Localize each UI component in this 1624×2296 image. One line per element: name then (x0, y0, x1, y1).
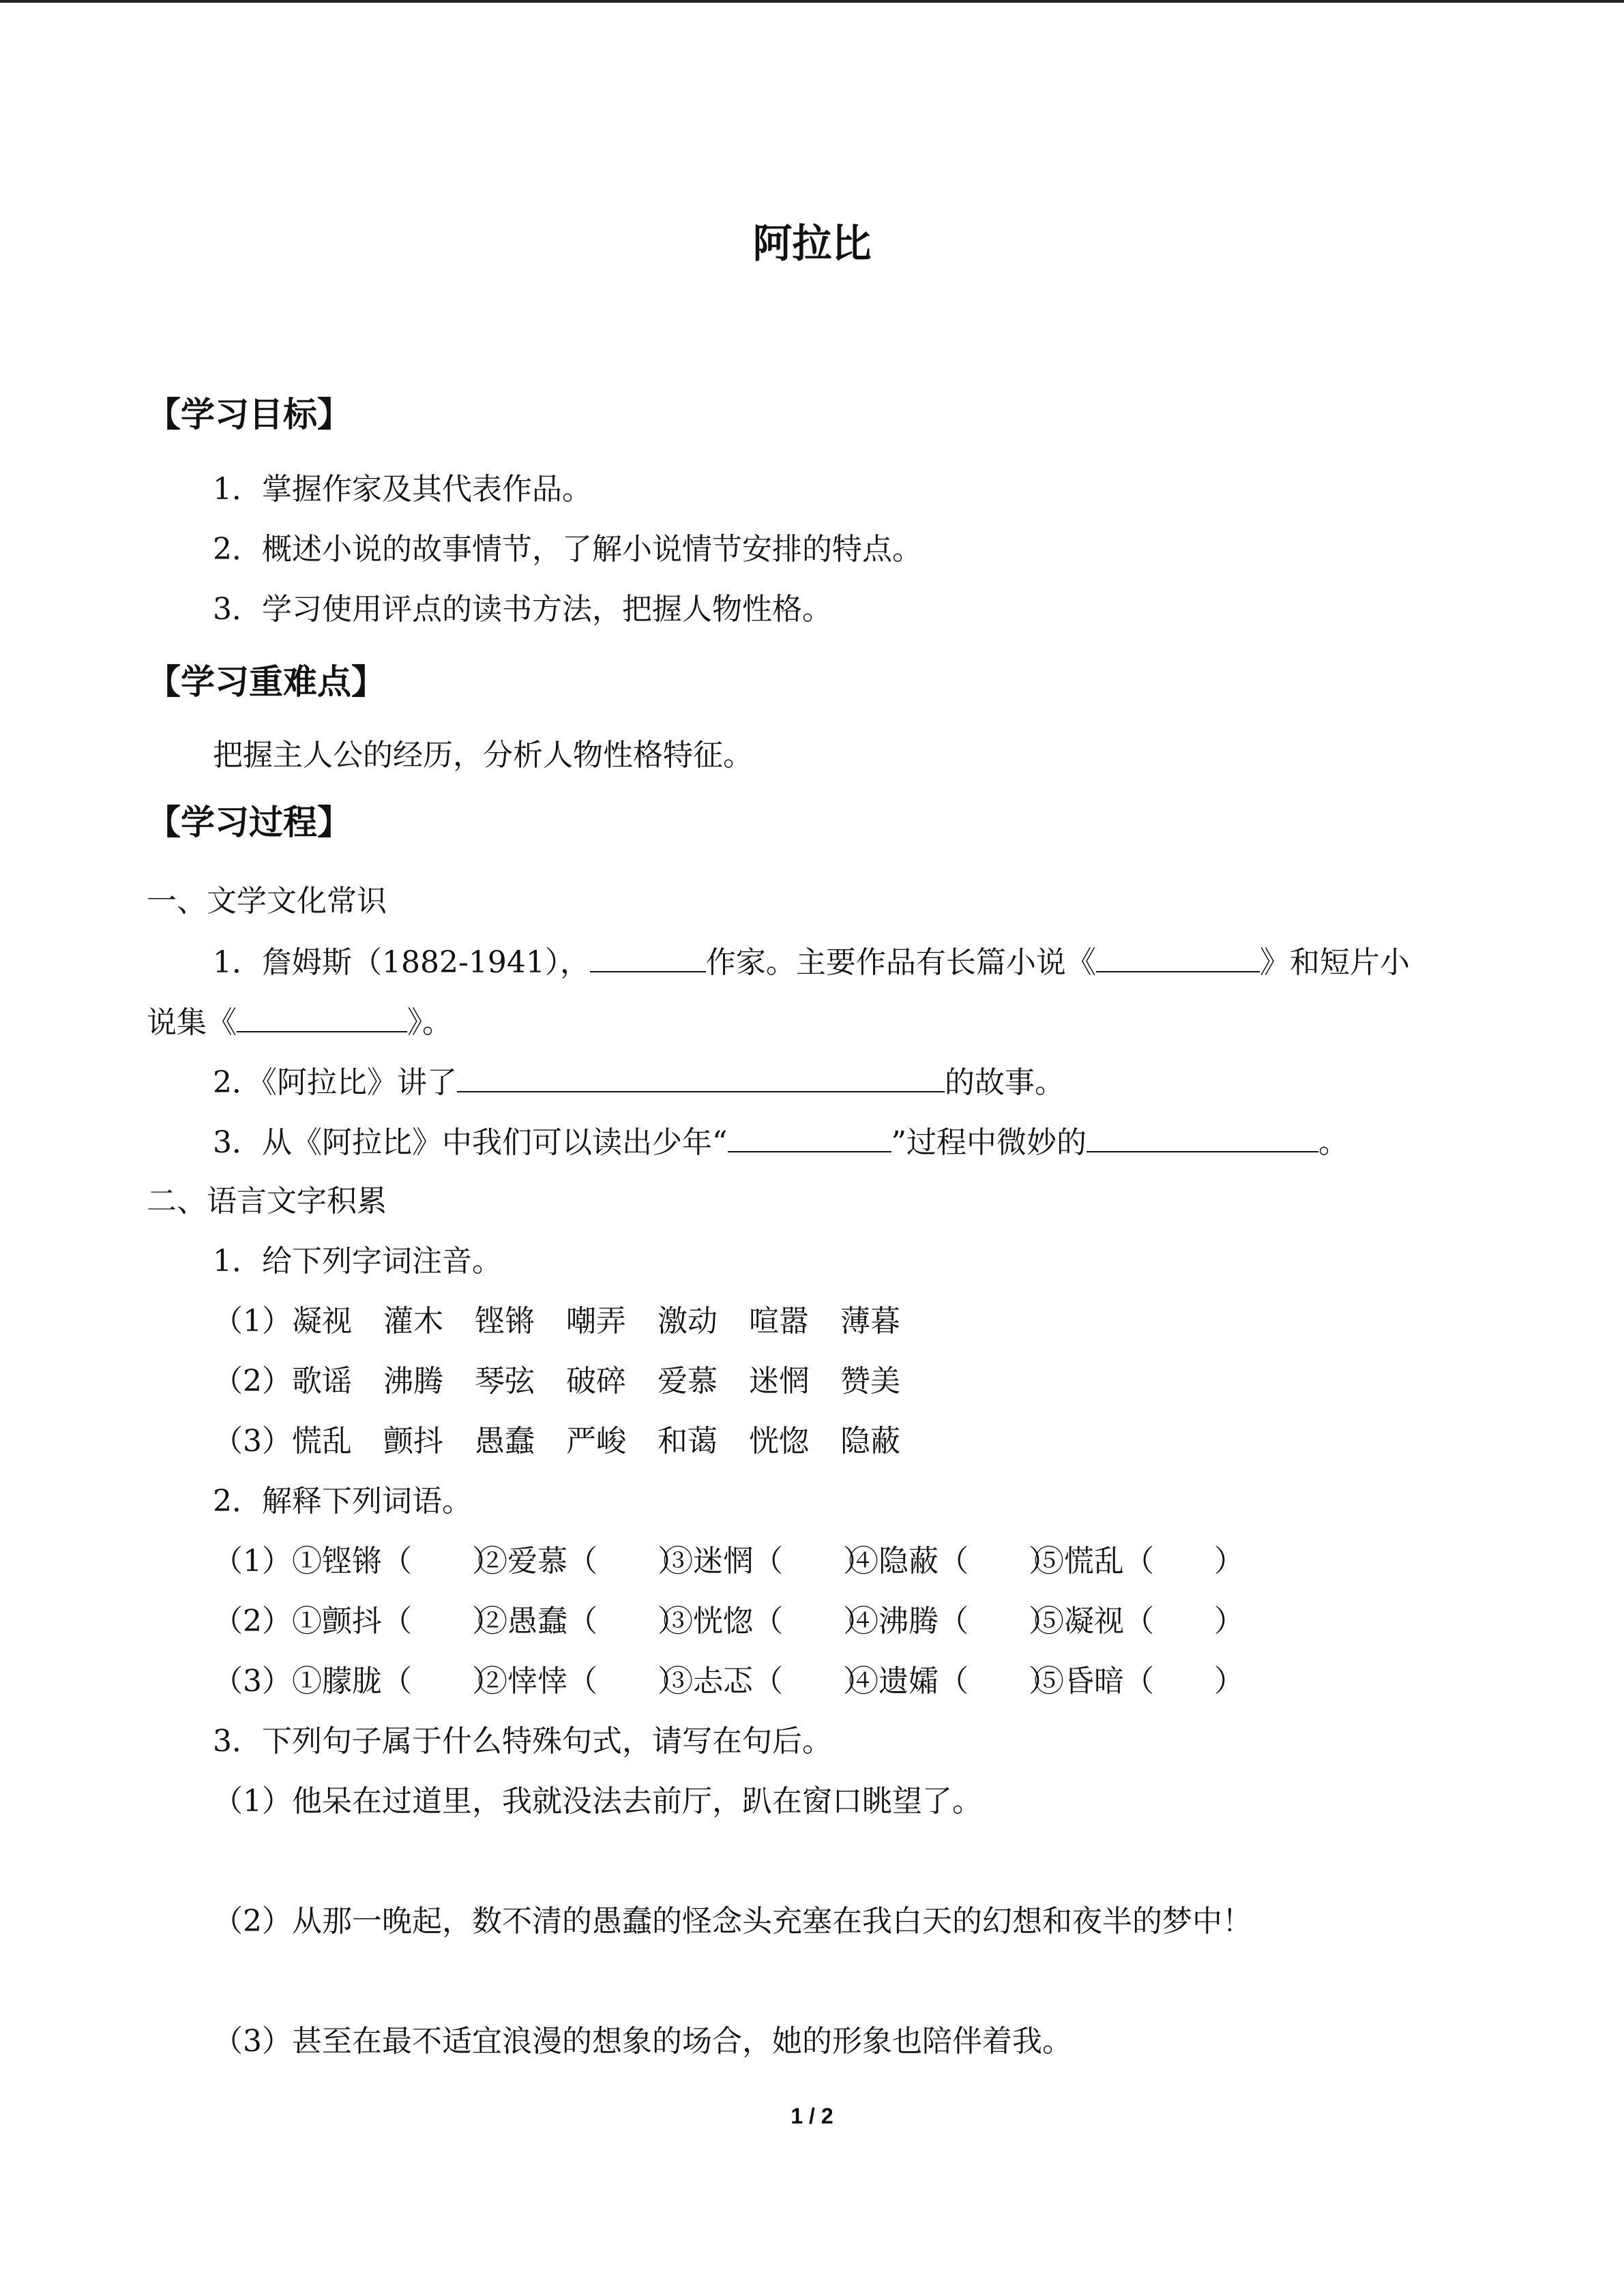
row-number: （2） (213, 1364, 292, 1399)
q1-text-b: 作家。主要作品有长篇小说《 (705, 945, 1096, 980)
term: ①铿锵 (292, 1544, 382, 1579)
part2-q3-heading: 3．下列句子属于什么特殊句式，请写在句后。 (213, 1724, 832, 1759)
answer-parens[interactable]: （ ） (382, 1604, 502, 1639)
q3-text-b: ”过程中微妙的 (891, 1125, 1087, 1160)
vocab-word: 迷惘 (749, 1364, 809, 1399)
vocab-word: 沸腾 (383, 1364, 443, 1399)
answer-parens[interactable]: （ ） (753, 1664, 873, 1699)
key-points-text: 把握主人公的经历，分析人物性格特征。 (213, 738, 753, 773)
definition-row (213, 1601, 1244, 1642)
part1-question-1-cont (147, 1001, 452, 1043)
answer-parens[interactable]: （ ） (753, 1544, 873, 1579)
answer-parens[interactable]: （ ） (939, 1604, 1059, 1639)
part1-question-3 (213, 1121, 1348, 1163)
vocab-word: 赞美 (840, 1364, 900, 1399)
part1-heading: 一、文学文化常识 (147, 884, 387, 919)
vocab-word: 铿锵 (475, 1304, 535, 1339)
part2-q1-heading: 1．给下列字词注音。 (213, 1244, 502, 1279)
answer-parens[interactable]: （ ） (1124, 1544, 1244, 1579)
vocab-word: 恍惚 (749, 1424, 809, 1459)
answer-blank-story[interactable] (457, 1061, 945, 1092)
q1-text-a: 1．詹姆斯（1882-1941）， (213, 945, 590, 980)
q1-text-e: 》。 (407, 1005, 452, 1040)
answer-blank-novel[interactable] (1096, 941, 1260, 972)
vocab-word: 激动 (658, 1304, 718, 1339)
process-heading: 【学习过程】 (147, 803, 351, 842)
term: ④隐蔽 (848, 1544, 939, 1579)
term: ⑤慌乱 (1034, 1544, 1124, 1579)
term: ④沸腾 (848, 1604, 939, 1639)
goals-heading: 【学习目标】 (147, 395, 351, 434)
term: ②爱慕 (477, 1544, 567, 1579)
definition-row (213, 1541, 1244, 1582)
answer-parens[interactable]: （ ） (1124, 1604, 1244, 1639)
answer-blank-process[interactable] (728, 1121, 891, 1152)
part1-question-1 (213, 941, 1410, 983)
answer-blank-change[interactable] (1087, 1121, 1318, 1152)
q3-text-a: 3．从《阿拉比》中我们可以读出少年“ (213, 1125, 728, 1160)
q1-text-d: 说集《 (147, 1005, 237, 1040)
vocab-word: 嘲弄 (566, 1304, 626, 1339)
vocab-word: 爱慕 (658, 1364, 718, 1399)
key-points-heading: 【学习重难点】 (147, 662, 385, 702)
term: ④遗孀 (848, 1664, 939, 1699)
term: ③忐忑 (663, 1664, 753, 1699)
term: ③迷惘 (663, 1544, 753, 1579)
term: ③恍惚 (663, 1604, 753, 1639)
term: ①朦胧 (292, 1664, 382, 1699)
term: ⑤昏暗 (1034, 1664, 1124, 1699)
answer-parens[interactable]: （ ） (567, 1544, 688, 1579)
answer-parens[interactable]: （ ） (939, 1664, 1059, 1699)
vocab-word: 破碎 (566, 1364, 626, 1399)
answer-parens[interactable]: （ ） (1124, 1664, 1244, 1699)
term: ②悻悻 (477, 1664, 567, 1699)
row-number: （2） (213, 1604, 292, 1639)
vocab-word: 和蔼 (658, 1424, 718, 1459)
q3-text-c: 。 (1318, 1125, 1348, 1160)
vocab-word: 凝视 (292, 1304, 352, 1339)
row-number: （1） (213, 1304, 292, 1339)
goal-item: 3．学习使用评点的读书方法，把握人物性格。 (213, 592, 832, 627)
vocab-word: 颤抖 (383, 1424, 443, 1459)
term: ②愚蠢 (477, 1604, 567, 1639)
vocab-word: 薄暮 (840, 1304, 900, 1339)
goal-item: 2．概述小说的故事情节，了解小说情节安排的特点。 (213, 532, 922, 567)
sentence-item: （2）从那一晚起，数不清的愚蠢的怪念头充塞在我白天的幻想和夜半的梦中！ (213, 1904, 1252, 1939)
row-number: （3） (213, 1424, 292, 1459)
page-number: 1 / 2 (791, 2104, 833, 2128)
answer-parens[interactable]: （ ） (382, 1664, 502, 1699)
top-border-line (0, 0, 1624, 3)
pinyin-row (213, 1301, 932, 1342)
vocab-word: 愚蠢 (475, 1424, 535, 1459)
q1-text-c: 》和短片小 (1259, 945, 1410, 980)
sentence-item: （1）他呆在过道里，我就没法去前厅，趴在窗口眺望了。 (213, 1784, 982, 1819)
vocab-word: 隐蔽 (840, 1424, 900, 1459)
part2-q2-heading: 2．解释下列词语。 (213, 1484, 472, 1519)
term: ①颤抖 (292, 1604, 382, 1639)
definition-row (213, 1661, 1244, 1702)
answer-parens[interactable]: （ ） (382, 1544, 502, 1579)
term: ⑤凝视 (1034, 1604, 1124, 1639)
answer-blank-collection[interactable] (237, 1001, 407, 1032)
answer-parens[interactable]: （ ） (939, 1544, 1059, 1579)
vocab-word: 严峻 (566, 1424, 626, 1459)
answer-parens[interactable]: （ ） (753, 1604, 873, 1639)
goal-item: 1．掌握作家及其代表作品。 (213, 472, 592, 507)
q2-text-b: 的故事。 (945, 1065, 1065, 1100)
part1-question-2 (213, 1061, 1065, 1103)
vocab-word: 歌谣 (292, 1364, 352, 1399)
page-title: 阿拉比 (752, 220, 872, 267)
vocab-word: 慌乱 (292, 1424, 352, 1459)
vocab-word: 琴弦 (475, 1364, 535, 1399)
vocab-word: 灌木 (383, 1304, 443, 1339)
row-number: （1） (213, 1544, 292, 1579)
q2-text-a: 2．《阿拉比》讲了 (213, 1065, 457, 1100)
pinyin-row (213, 1421, 932, 1462)
vocab-word: 喧嚣 (749, 1304, 809, 1339)
sentence-item: （3）甚至在最不适宜浪漫的想象的场合，她的形象也陪伴着我。 (213, 2024, 1072, 2059)
row-number: （3） (213, 1664, 292, 1699)
answer-parens[interactable]: （ ） (567, 1604, 688, 1639)
answer-parens[interactable]: （ ） (567, 1664, 688, 1699)
part2-heading: 二、语言文字积累 (147, 1184, 387, 1219)
answer-blank-nationality[interactable] (590, 941, 706, 972)
pinyin-row (213, 1361, 932, 1402)
